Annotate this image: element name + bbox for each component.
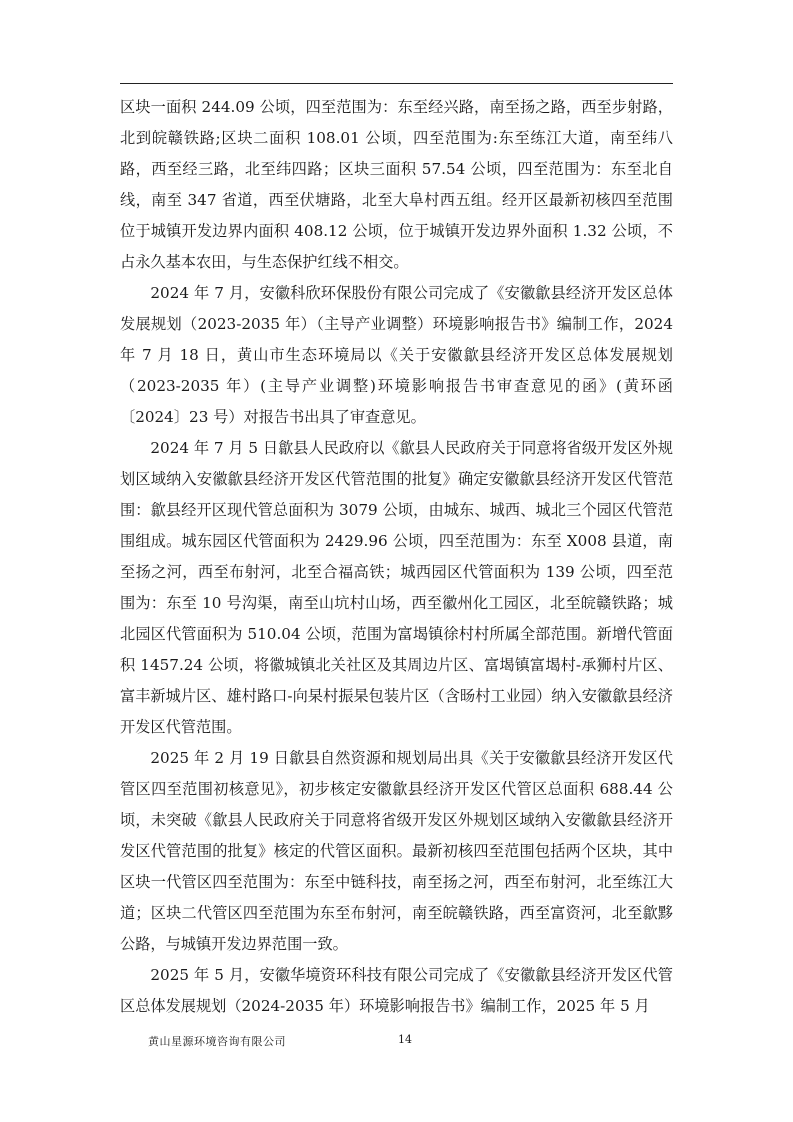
paragraph-2025-feb-verification: 2025 年 2 月 19 日歙县自然资源和规划局出具《关于安徽歙县经济开发区代管区四至范围初核意见》，初步核定安徽歙县经济开发区代管区总面积 688.44 公顷，未突破《歙县人民政府关于同意将省级开发区外规划区域纳入安徽歙县经济开发区代管范围的批复》核定的代管区面积。最新初核四至范围包括两个区块，其中区块一代管区四至范围为：东至中链科技，南至扬之河，西至布射河，北至练江大道；区块二代管区四至范围为东至布射河，南至皖赣铁路，西至富资河，北至歙黟公路，与城镇开发边界范围一致。 [120,749,673,953]
paragraph-2025-may-eia: 2025 年 5 月，安徽华境资环科技有限公司完成了《安徽歙县经济开发区代管区总体发展规划（2024-2035 年）环境影响报告书》编制工作，2025 年 5 月 [120,966,673,1015]
paragraph-managed-scope-approval: 2024 年 7 月 5 日歙县人民政府以《歙县人民政府关于同意将省级开发区外规划区域纳入安徽歙县经济开发区代管范围的批复》确定安徽歙县经济开发区代管范围：歙县经开区现代管总面积为 3079 公顷，由城东、城西、城北三个园区代管范围组成。城东园区代管面积为 2429.96 公顷，四至范围为：东至 X008 县道，南至扬之河，西至布射河，北至合福高铁；城西园区代管面积为 139 公顷，四至范围为：东至 10 号沟渠，南至山坑村山场，西至徽州化工园区，北至皖赣铁路；城北园区代管面积为 510.04 公顷，范围为富堨镇徐村村所属全部范围。新增代管面积 1457.24 公顷，将徽城镇北关社区及其周边片区、富堨镇富堨村-承狮村片区、富丰新城片区、雄村路口-向杲村振杲包装片区（含旸村工业园）纳入安徽歙县经济开发区代管范围。 [120,439,673,736]
paragraph-eia-2024-july: 2024 年 7 月，安徽科欣环保股份有限公司完成了《安徽歙县经济开发区总体发展规划（2023-2035 年）（主导产业调整）环境影响报告书》编制工作，2024 年 7 月 18 日，黄山市生态环境局以《关于安徽歙县经济开发区总体发展规划（2023-2035 年）(主导产业调整)环境影响报告书审查意见的函》(黄环函〔2024〕23 号）对报告书出具了审查意见。 [120,284,673,426]
page-footer [0,1033,793,1053]
footer-page-number: 14 [398,1033,412,1046]
footer-company-name: 黄山星源环境咨询有限公司 [148,1035,286,1048]
paragraph-block-areas: 区块一面积 244.09 公顷，四至范围为：东至经兴路，南至扬之路，西至步射路，北到皖赣铁路;区块二面积 108.01 公顷，四至范围为:东至练江大道，南至纬八路，西至经三路，北至纬四路；区块三面积 57.54 公顷，四至范围为：东至北自线，南至 347 省道，西至伏塘路，北至大阜村西五组。经开区最新初核四至范围位于城镇开发边界内面积 408.12 公顷，位于城镇开发边界外面积 1.32 公顷，不占永久基本农田，与生态保护红线不相交。 [120,98,673,271]
document-body [120,92,673,1022]
header-rule [120,83,673,84]
